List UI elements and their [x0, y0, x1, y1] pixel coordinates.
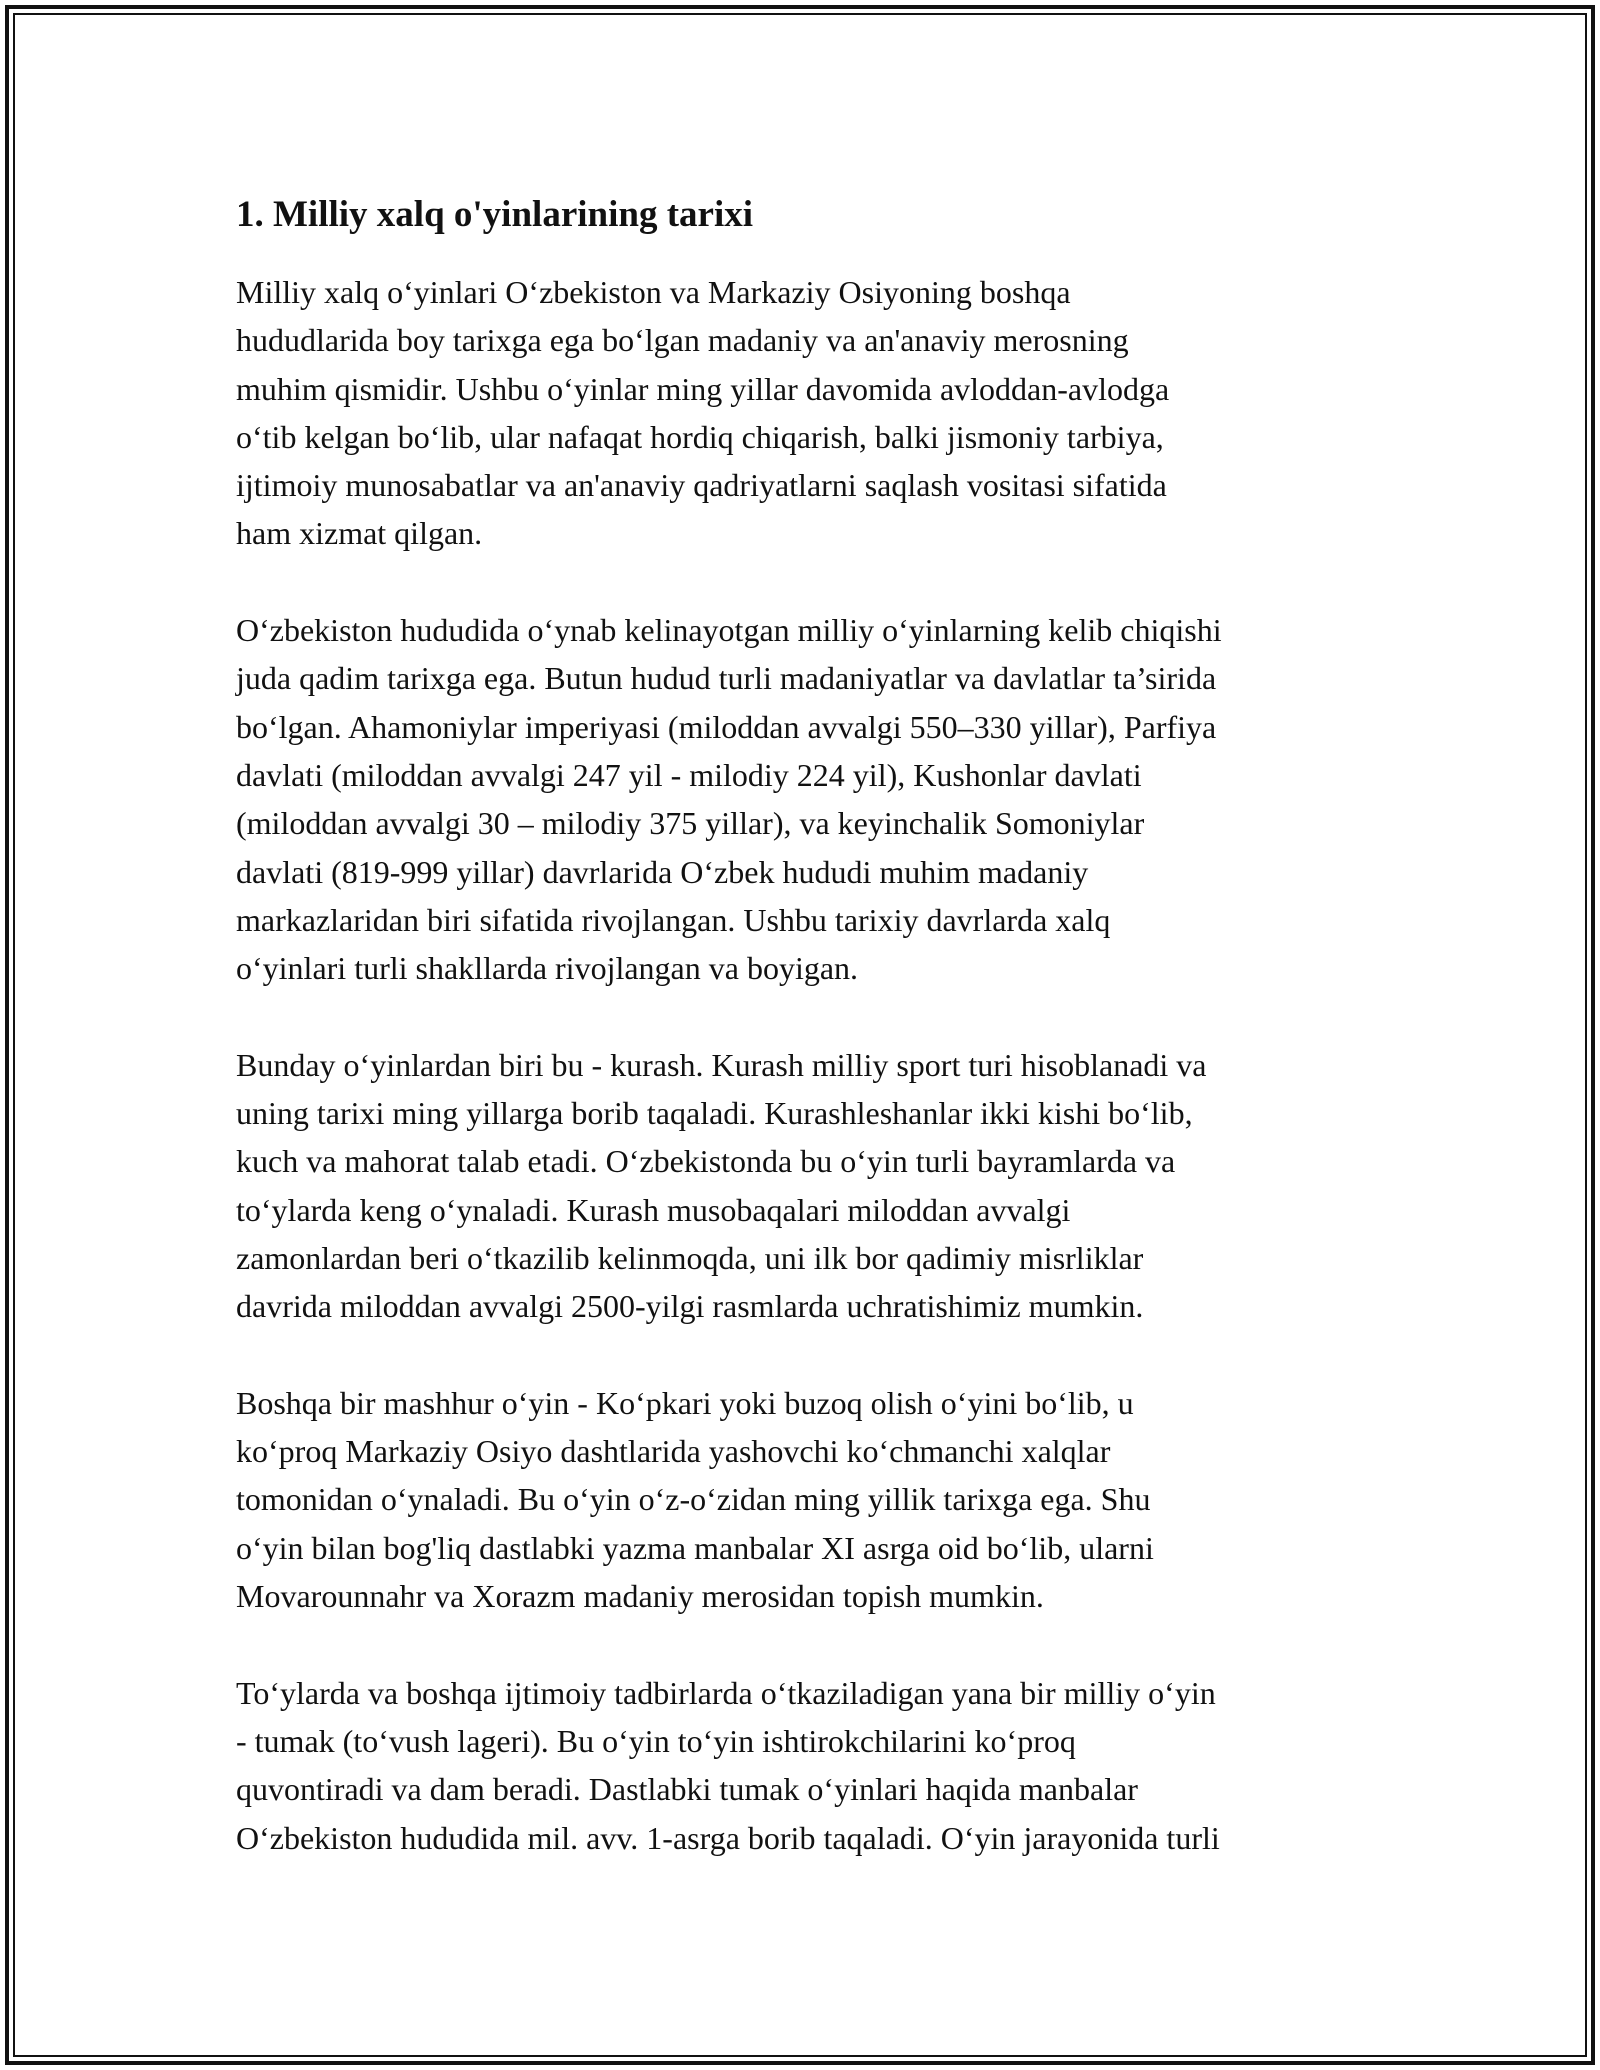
- paragraph-spacer: [236, 558, 1376, 606]
- text-line: markazlaridan biri sifatida rivojlangan. Ushbu tarixiy davrlarda xalq: [236, 901, 1111, 938]
- text-line: quvontiradi va dam beradi. Dastlabki tumak oʻyinlari haqida manbalar: [236, 1771, 1138, 1808]
- text-line: oʻyinlari turli shakllarda rivojlangan va boyigan.: [236, 950, 859, 987]
- text-line: Oʻzbekiston hududida oʻynab kelinayotgan milliy oʻyinlarning kelib chiqishi: [236, 612, 1222, 649]
- section-heading: 1. Milliy xalq o'yinlarining tarixi: [236, 194, 754, 235]
- paragraph-1: [236, 268, 1376, 558]
- text-line: koʻproq Markaziy Osiyo dashtlarida yashovchi koʻchmanchi xalqlar: [236, 1433, 1111, 1470]
- text-line: Oʻzbekiston hududida mil. avv. 1-asrga borib taqaladi. Oʻyin jarayonida turli: [236, 1819, 1220, 1856]
- paragraph-spacer: [236, 1620, 1376, 1668]
- paragraph-spacer: [236, 992, 1376, 1040]
- text-line: juda qadim tarixga ega. Butun hudud turli madaniyatlar va davlatlar ta’sirida: [236, 660, 1217, 697]
- text-line: - tumak (toʻvush lageri). Bu oʻyin toʻyin ishtirokchilarini koʻproq: [236, 1722, 1076, 1759]
- text-line: Movarounnahr va Xorazm madaniy merosidan topish mumkin.: [236, 1578, 1044, 1615]
- document-body: [236, 188, 1376, 1862]
- text-line: Milliy xalq oʻyinlari Oʻzbekiston va Markaziy Osiyoning boshqa: [236, 274, 1071, 310]
- text-line: tomonidan oʻynaladi. Bu oʻyin oʻz-oʻzidan ming yillik tarixga ega. Shu: [236, 1481, 1151, 1518]
- text-line: Toʻylarda va boshqa ijtimoiy tadbirlarda oʻtkaziladigan yana bir milliy oʻyin: [236, 1674, 1216, 1711]
- text-line: zamonlardan beri oʻtkazilib kelinmoqda, uni ilk bor qadimiy misrliklar: [236, 1239, 1144, 1276]
- text-line: hududlarida boy tarixga ega boʻlgan madaniy va an'anaviy merosning: [236, 322, 1129, 359]
- text-line: davlati (miloddan avvalgi 247 yil - milodiy 224 yil), Kushonlar davlati: [236, 756, 1142, 793]
- text-line: toʻylarda keng oʻynaladi. Kurash musobaqalari miloddan avvalgi: [236, 1191, 1071, 1228]
- text-line: davrida miloddan avvalgi 2500-yilgi rasmlarda uchratishimiz mumkin.: [236, 1288, 1144, 1325]
- paragraph-2: [236, 606, 1376, 992]
- text-line: Boshqa bir mashhur oʻyin - Koʻpkari yoki buzoq olish oʻyini boʻlib, u: [236, 1384, 1134, 1421]
- text-line: muhim qismidir. Ushbu oʻyinlar ming yillar davomida avloddan-avlodga: [236, 370, 1170, 407]
- text-line: Bunday oʻyinlardan biri bu - kurash. Kurash milliy sport turi hisoblanadi va: [236, 1046, 1207, 1083]
- paragraph-4: [236, 1379, 1376, 1620]
- text-line: (miloddan avvalgi 30 – milodiy 375 yillar), va keyinchalik Somoniylar: [236, 805, 1145, 842]
- text-line: boʻlgan. Ahamoniylar imperiyasi (miloddan avvalgi 550–330 yillar), Parfiya: [236, 708, 1217, 745]
- text-line: oʻyin bilan bog'liq dastlabki yazma manbalar XI asrga oid boʻlib, ularni: [236, 1529, 1154, 1566]
- paragraph-spacer: [236, 1331, 1376, 1379]
- text-line: kuch va mahorat talab etadi. Oʻzbekistonda bu oʻyin turli bayramlarda va: [236, 1143, 1176, 1180]
- text-line: ham xizmat qilgan.: [236, 515, 483, 552]
- text-line: ijtimoiy munosabatlar va an'anaviy qadriyatlarni saqlash vositasi sifatida: [236, 467, 1167, 504]
- text-line: uning tarixi ming yillarga borib taqaladi. Kurashleshanlar ikki kishi boʻlib,: [236, 1095, 1193, 1132]
- text-line: oʻtib kelgan boʻlib, ular nafaqat hordiq chiqarish, balki jismoniy tarbiya,: [236, 418, 1164, 455]
- paragraph-3: [236, 1041, 1376, 1331]
- paragraph-5: [236, 1669, 1376, 1862]
- text-line: davlati (819-999 yillar) davrlarida Oʻzbek hududi muhim madaniy: [236, 853, 1089, 890]
